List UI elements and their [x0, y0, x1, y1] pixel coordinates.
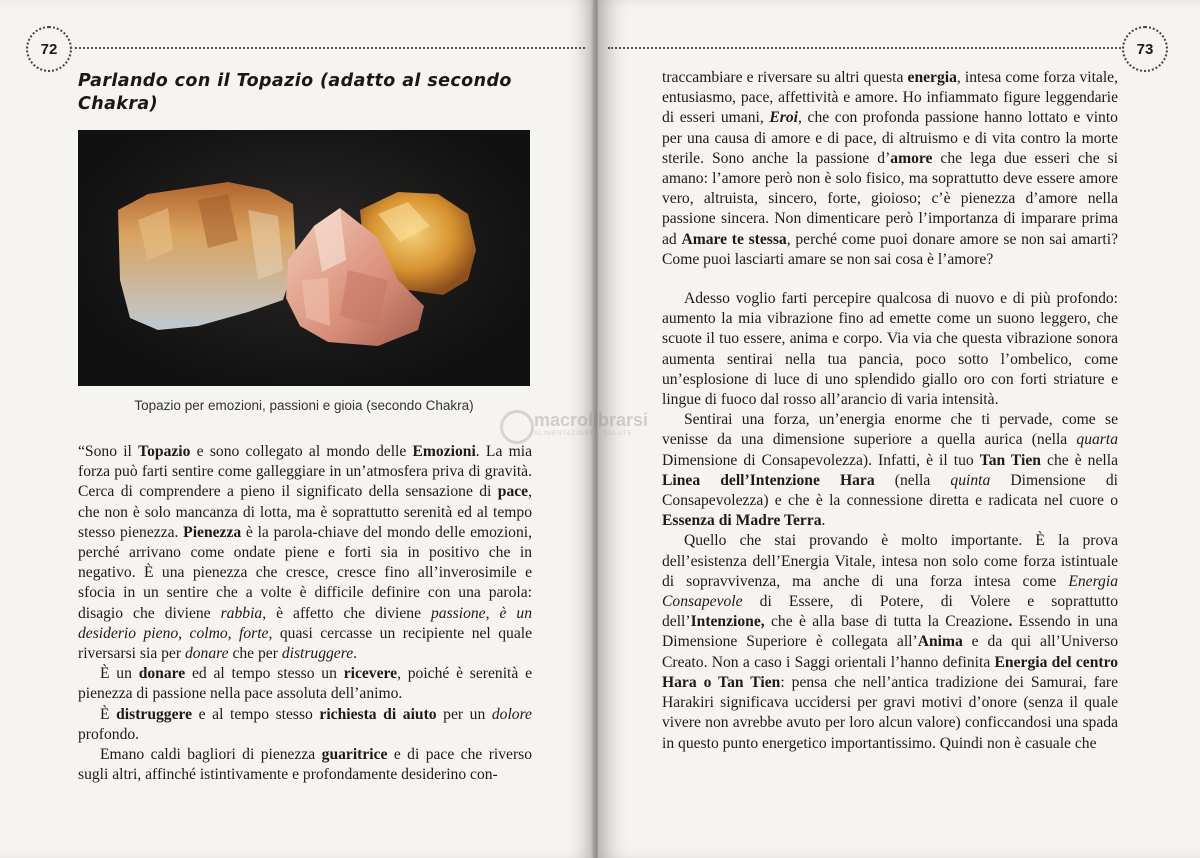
photo-caption: Topazio per emozioni, passioni e gioia (secondo Chakra) [134, 398, 474, 413]
paragraph: Quello che stai provando è molto importante. È la prova dell’esistenza dell’Energia Vitale, intesa non solo come forza istintuale di sopravvivenza, ma anche di una forza intesa come Energia Consapevole di Essere, di Potere, di Volere e soprattutto dell’Intenzione, che è alla base di tutta la Creazione. Essendo in una Dimensione Superiore è collegata all’Anima e da qui all’Universo Creato. Non a caso i Saggi orientali l’hanno definita Energia del centro Hara o Tan Tien: pensa che nell’antica tradizione dei Samurai, fare Harakiri significava uccidersi per gravi motivi d’onore (senza il quale vivere non avrebbe avuto per loro alcun valore) conficcandosi una spada in questo punto energetico importantissimo. Quindi non è casuale che [662, 532, 1118, 752]
header-dotted-rule [70, 47, 585, 49]
body-text-right [662, 68, 1118, 754]
paragraph: Sentirai una forza, un’energia enorme che ti pervade, come se venisse da una dimensione superiore a quella aurica (nella quarta Dimensione di Consapevolezza). Infatti, è il tuo Tan Tien che è nella Linea dell’Intenzione Hara (nella quinta Dimensione di Consapevolezza) e che è la connessione diretta e radicata nel cuore o Essenza di Madre Terra. [662, 411, 1118, 530]
paragraph: “Sono il Topazio e sono collegato al mondo delle Emozioni. La mia forza può farti sentire come galleggiare in un’atmosfera priva di gravità. Cerca di comprendere a pieno il significato della sensazione di pace, che non è solo mancanza di lotta, ma è soprattutto serenità ed al tempo stesso pienezza. Pienezza è la parola-chiave del mondo delle emozioni, perché arrivano come ondate piene e forti sia in positivo che in negativo. È una pienezza che cresce, cresce fino all’inverosimile e sfocia in un sentire che a volte è difficile definire con una parola: disagio che diviene rabbia, è affetto che diviene passione, è un desiderio pieno, colmo, forte, quasi cercasse un recipiente nel quale riversarsi sia per donare che per distruggere. [78, 443, 533, 663]
watermark-text: macrolibrarsi [534, 410, 649, 430]
paragraph: traccambiare e riversare su altri questa energia, intesa come forza vitale, entusiasmo, pace, affettività e amore. Ho infiammato figure leggendarie di esseri umani, Eroi, che con profonda passione hanno lottato e vinto per una causa di amore e di pace, di altruismo e di vita contro la morte sterile. Sono anche la passione d’amore che lega due esseri che si amano: l’amore però non è solo fisico, ma soprattutto deve essere amore vero, altruista, sincero, forte, gioioso; c’è pienezza d’amore nella passione sincera. Non dimenticare però l’importanza di imparare prima ad Amare te stessa, perché come puoi donare amore se non sai amarti? Come puoi lasciarti amare se non sai cosa è l’amore? [662, 69, 1119, 268]
left-page [0, 0, 594, 858]
page-number-right: 73 [1122, 26, 1168, 72]
body-text-left [78, 442, 532, 785]
paragraph: È distruggere e al tempo stesso richiesta di aiuto per un dolore profondo. [78, 705, 532, 743]
watermark-subtext: ALIMENTAZIONE · SALUTE [534, 431, 633, 437]
crystal-illustration [78, 130, 530, 386]
paragraph: Emano caldi bagliori di pienezza guaritrice e di pace che riverso sugli altri, affinché istintivamente e profondamente desiderino con- [78, 746, 532, 784]
paragraph: Adesso voglio farti percepire qualcosa di nuovo e di più profondo: aumento la mia vibrazione fino ad emette come un suono leggero, che scuote il tuo essere, anima e corpo. Via via che questa vibrazione sonora aumenta sentirai nella tua pancia, poco sotto l’ombelico, come un’esplosione di luce di uno splendido giallo oro con forti striature e lingue di fuoco dal rosso all’arancio di varia intensità. [662, 290, 1118, 409]
header-dotted-rule [608, 47, 1121, 49]
paragraph: È un donare ed al tempo stesso un ricevere, poiché è serenità e pienezza di passione nella pace assoluta dell’animo. [78, 665, 532, 703]
topaz-crystal-photo [78, 130, 530, 386]
page-number-left: 72 [26, 26, 72, 72]
right-page [598, 0, 1200, 858]
section-heading: Parlando con il Topazio (adatto al secondo Chakra) [78, 71, 512, 114]
